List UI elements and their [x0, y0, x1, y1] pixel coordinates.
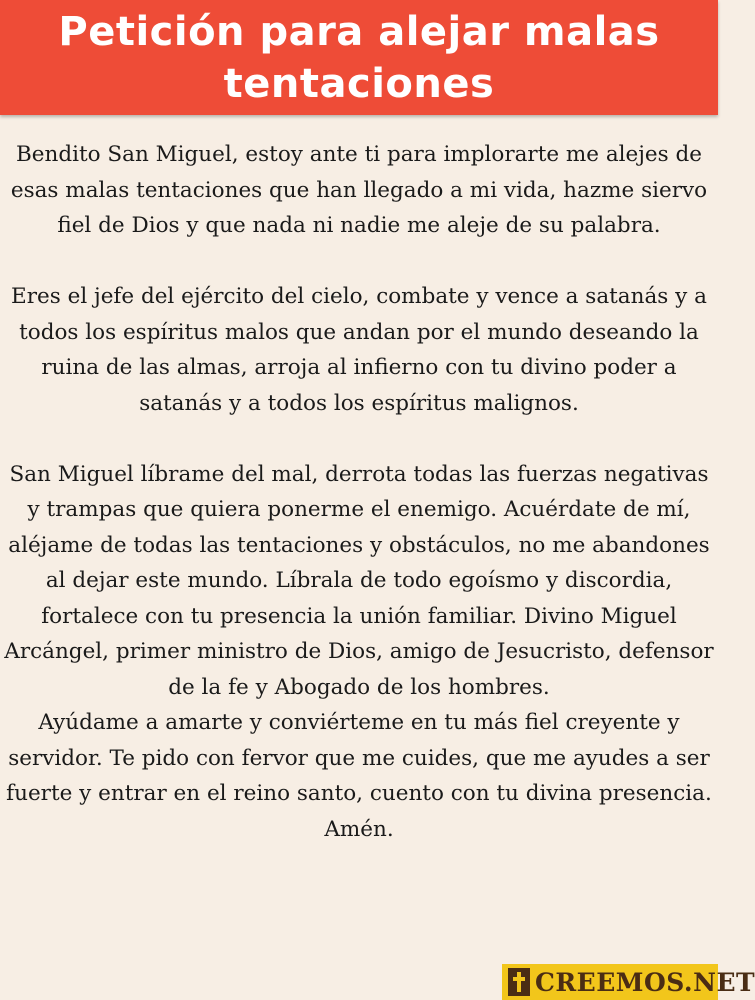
- brand-name: CREEMOS.NET: [535, 967, 755, 997]
- prayer-text: [0, 137, 718, 847]
- prayer-paragraph-4: Ayúdame a amarte y conviérteme en tu más fiel creyente y servidor. Te pido con fervor que me cuides, que me ayudes a ser fuerte y entrar en el reino santo, cuento con tu divina presencia. Amén.: [6, 710, 712, 842]
- prayer-paragraph-1: Bendito San Miguel, estoy ante ti para implorarte me alejes de esas malas tentaciones que han llegado a mi vida, hazme siervo fiel de Dios y que nada ni nadie me aleje de su palabra.: [10, 142, 708, 238]
- brand-watermark: [502, 964, 755, 1000]
- prayer-paragraph-2: Eres el jefe del ejército del cielo, combate y vence a satanás y a todos los espíritus malos que andan por el mundo deseando la ruina de las almas, arroja al infierno con tu divino poder a satanás y a todos los espíritus malignos.: [11, 284, 707, 416]
- prayer-paragraph-3: San Miguel líbrame del mal, derrota todas las fuerzas negativas y trampas que quiera ponerme el enemigo. Acuérdate de mí, aléjame de todas las tentaciones y obstáculos, no me abandones al dejar este mundo. Líbrala de todo egoísmo y discordia, fortalece con tu presencia la unión familiar. Divino Miguel Arcángel, primer ministro de Dios, amigo de Jesucristo, defensor de la fe y Abogado de los hombres.: [4, 461, 714, 700]
- title-banner: [0, 0, 718, 115]
- page-title: Petición para alejar malas tentaciones: [58, 8, 660, 107]
- bible-cross-icon: [508, 968, 530, 996]
